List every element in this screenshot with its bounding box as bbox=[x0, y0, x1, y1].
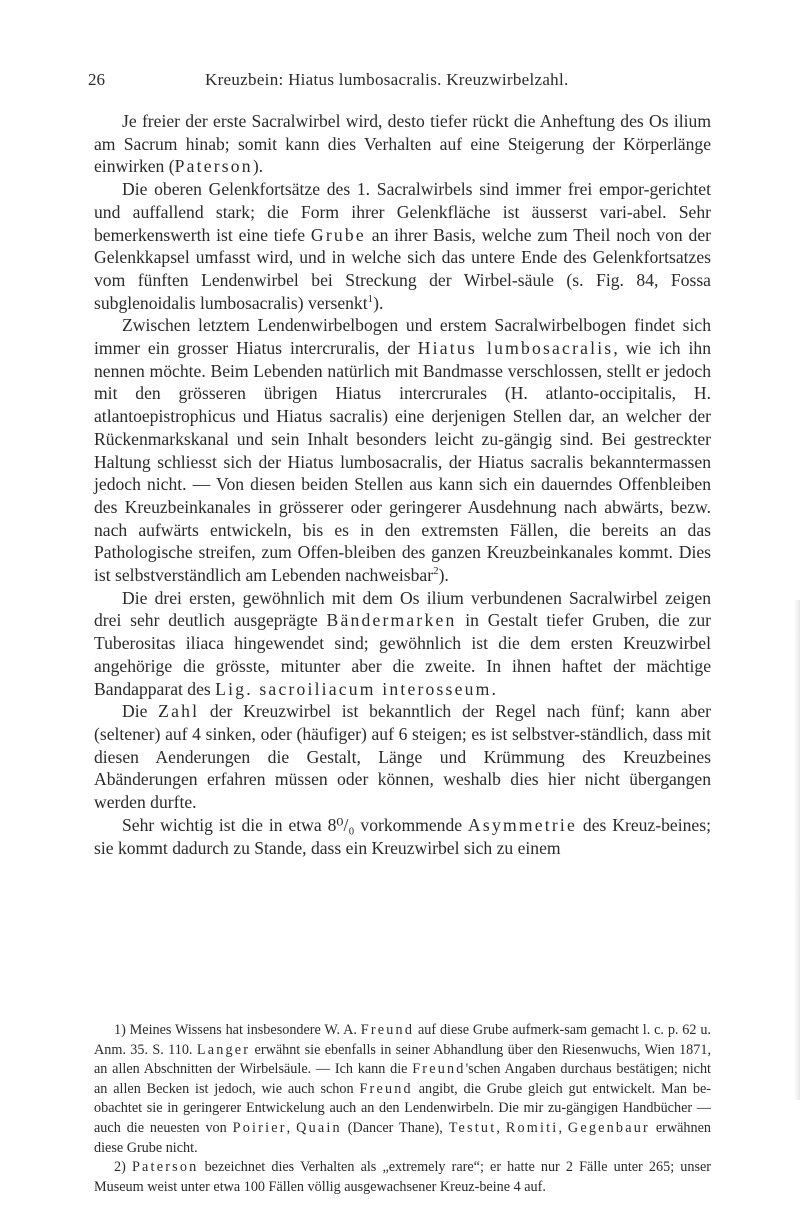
footnote-marker-2: 2) bbox=[114, 1159, 126, 1176]
author-name-paterson: Paterson bbox=[174, 156, 253, 177]
footnote-1: 1) Meines Wissens hat insbesondere W. A. Freund auf diese Grube aufmerk-sam gemacht l. c. p. 62 u. Anm. 35. S. 110. Langer erwähnt sie ebenfalls in seiner Abhandlung über den Riesenwuchs, Wien 1871, an allen Abschnitten der Wirbelsäule. — Ich kann die Freund'schen Angaben durchaus bestätigen; nicht an allen Becken ist jedoch, wie auch schon Freund angibt, die Grube gleich gut entwickelt. Man be-obachtet sie in geringerer Entwickelung auch an den Lendenwirbeln. Die mir zu-gängigen Handbücher — auch die neuesten von Poirier, Quain (Dancer Thane), Testut, Romiti, Gegenbaur erwähnen diese Grube nicht. bbox=[94, 1022, 711, 1156]
paragraph-6: Sehr wichtig ist die in etwa 8⁰/₀ vorkommende Asymmetrie des Kreuz-beines; sie kommt dadurch zu Stande, dass ein Kreuzwirbel sich zu einem bbox=[94, 814, 711, 858]
emphasis-hiatus-lumbosacralis: Hiatus lumbosacralis bbox=[417, 338, 614, 359]
paragraph-5: Die Zahl der Kreuzwirbel ist bekanntlich der Regel nach fünf; kann aber (seltener) auf 4 sinken, oder (häufiger) auf 6 steigen; es ist selbstver-ständlich, dass mit diesen Aenderungen die Gestalt, Länge und Krümmung des Kreuzbeines Abänderungen erfahren müssen oder können, weshalb dies hier nicht übergangen werden durfte. bbox=[94, 701, 711, 813]
running-head bbox=[0, 70, 800, 94]
emphasis-grube: Grube bbox=[310, 224, 366, 245]
page-number: 26 bbox=[88, 70, 105, 89]
footnote-ref-2[interactable]: 2 bbox=[433, 565, 439, 578]
footnote-marker-1: 1) bbox=[114, 1022, 126, 1038]
paragraph-4: Die drei ersten, gewöhnlich mit dem Os ilium verbundenen Sacralwirbel zeigen drei sehr deutlich ausgeprägte Bändermarken in Gestalt tiefer Gruben, die zur Tuberositas iliaca hingewendet sind; gewöhnlich ist die dem ersten Kreuzwirbel angehörige die grösste, mitunter aber die zweite. In ihnen haftet der mächtige Bandapparat des Lig. sacroiliacum interosseum. bbox=[94, 587, 711, 699]
emphasis-lig-sacroiliacum: Lig. sacroiliacum interosseum bbox=[215, 678, 492, 699]
footnotes bbox=[94, 1021, 711, 1197]
emphasis-asymmetrie: Asymmetrie bbox=[468, 814, 577, 835]
footnote-2: 2) Paterson bezeichnet dies Verhalten als „extremely rare“; er hatte nur 2 Fälle unter 265; unser Museum weist unter etwa 100 Fällen völlig ausgewachsener Kreuz-beine 4 auf. bbox=[94, 1159, 711, 1195]
footnote-ref-1[interactable]: 1 bbox=[367, 292, 374, 305]
paragraph-2: Die oberen Gelenkfortsätze des 1. Sacralwirbels sind immer frei empor-gerichtet und auffallend stark; die Form ihrer Gelenkfläche ist äusserst vari-abel. Sehr bemerkenswerth ist eine tiefe Grube an ihrer Basis, welche zum Theil noch von der Gelenkkapsel umfasst wird, und in welche sich das untere Ende des Gelenkfortsatzes vom fünften Lendenwirbel bei Streckung der Wirbel-säule (s. Fig. 84, Fossa subglenoidalis lumbosacralis) versenkt$^1$). bbox=[94, 179, 712, 313]
percent-sign: ⁰/₀ bbox=[336, 814, 355, 835]
paragraph-1: Je freier der erste Sacralwirbel wird, desto tiefer rückt die Anheftung des Os ilium am Sacrum hinab; somit kann dies Verhalten auf eine Steigerung der Körperlänge einwirken (Paterson). bbox=[94, 111, 711, 177]
page-edge-shadow bbox=[794, 600, 800, 1100]
emphasis-zahl: Zahl bbox=[158, 701, 200, 722]
paragraph-3: Zwischen letztem Lendenwirbelbogen und erstem Sacralwirbelbogen findet sich immer ein grosser Hiatus intercruralis, der Hiatus lumbosacralis, wie ich ihn nennen möchte. Beim Lebenden natürlich mit Bandmasse verschlossen, stellt er jedoch mit den grösseren übrigen Hiatus intercrurales (H. atlanto-occipitalis, H. atlantoepistrophicus und Hiatus sacralis) eine derjenigen Stellen dar, an welcher der Rückenmarkskanal und sein Inhalt besonders leicht zu-gängig sind. Bei gestreckter Haltung schliesst sich der Hiatus lumbosacralis, der Hiatus sacralis bekanntermassen jedoch nicht. — Von diesen beiden Stellen aus kann sich ein dauerndes Offenbleiben des Kreuzbeinkanales in grösserer oder geringerer Ausdehnung nach abwärts, bezw. nach aufwärts entwickeln, bis es in den extremsten Fällen, die bereits an das Pathologische streifen, zum Offen-bleiben des ganzen Kreuzbeinkanales kommt. Dies ist selbstverständlich am Lebenden nachweisbar$^2$). bbox=[94, 315, 711, 586]
body-text bbox=[94, 110, 711, 859]
running-title: Kreuzbein: Hiatus lumbosacralis. Kreuzwirbelzahl. bbox=[205, 70, 569, 89]
emphasis-baendermarken: Bändermarken bbox=[326, 610, 457, 631]
